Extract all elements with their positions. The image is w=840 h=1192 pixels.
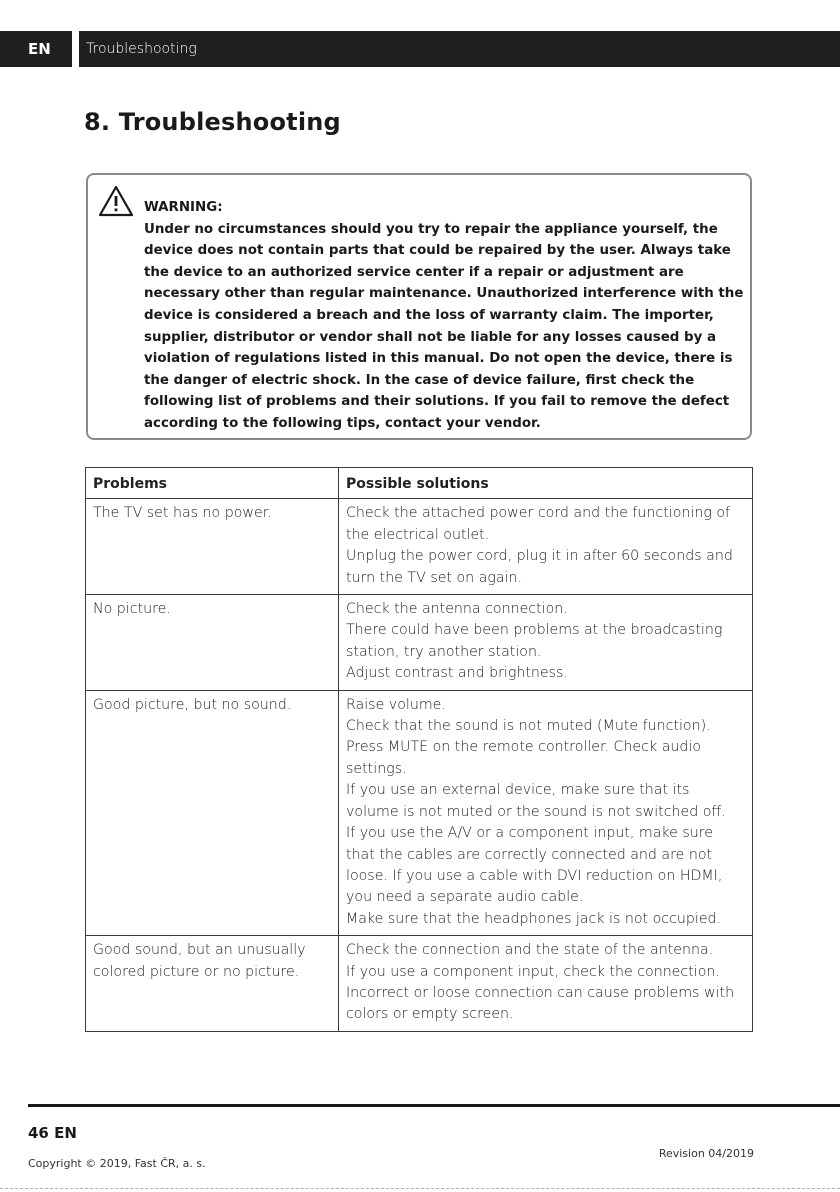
solution-line: Adjust contrast and brightness. bbox=[346, 665, 568, 682]
table-row bbox=[86, 936, 753, 1032]
solution-line: Check the connection and the state of the antenna. bbox=[346, 942, 714, 959]
problem-cell: No picture. bbox=[86, 595, 339, 691]
solution-line: If you use a component input, check the connection. bbox=[346, 963, 720, 980]
solution-line: Unplug the power cord, plug it in after 60 seconds and turn the TV set on again. bbox=[346, 548, 733, 586]
table-row bbox=[86, 499, 753, 595]
solution-line: Make sure that the headphones jack is not occupied. bbox=[346, 910, 722, 927]
revision-text: Revision 04/2019 bbox=[658, 1147, 754, 1160]
warning-box bbox=[86, 173, 752, 440]
page-number: 46 EN bbox=[28, 1124, 77, 1142]
warning-triangle-icon bbox=[98, 185, 134, 217]
warning-heading: WARNING: bbox=[144, 200, 223, 215]
header-separator bbox=[72, 31, 79, 67]
solutions-cell bbox=[339, 936, 753, 1032]
solution-line: If you use the A/V or a component input, make sure that the cables are correctly connected and are not loose. If you use a cable with DVI reduction on HDMI, you need a separate audio cable. bbox=[346, 825, 723, 906]
problem-cell: The TV set has no power. bbox=[86, 499, 339, 595]
solutions-cell bbox=[339, 499, 753, 595]
table-row bbox=[86, 595, 753, 691]
bottom-dashed-line bbox=[0, 1188, 840, 1189]
warning-body: Under no circumstances should you try to repair the appliance yourself, the device does not contain parts that could be repaired by the user. Always take the device to an authorized service center if a repair or adjustment are necessary other than regular maintenance. Unauthorized interference with the device is considered a breach and the loss of warranty claim. The importer, supplier, distributor or vendor shall not be liable for any losses caused by a violation of regulations listed in this manual. Do not open the device, there is the danger of electric shock. In the case of device failure, first check the following list of problems and their solutions. If you fail to remove the defect according to the following tips, contact your vendor. bbox=[144, 221, 744, 431]
troubleshooting-table bbox=[85, 467, 753, 1032]
page-title: 8. Troubleshooting bbox=[84, 108, 341, 136]
table-header-row bbox=[86, 468, 753, 499]
solution-line: Check the attached power cord and the functioning of the electrical outlet. bbox=[346, 505, 731, 543]
solution-line: Check the antenna connection. bbox=[346, 601, 568, 618]
solution-line: Check that the sound is not muted (Mute function). bbox=[346, 718, 711, 735]
warning-text bbox=[144, 197, 744, 435]
problem-cell: Good picture, but no sound. bbox=[86, 690, 339, 935]
solution-line: Press MUTE on the remote controller. Check audio settings. bbox=[346, 739, 702, 777]
solution-line: If you use an external device, make sure that its volume is not muted or the sound is not switched off. bbox=[346, 782, 726, 820]
solution-line: Raise volume. bbox=[346, 696, 446, 713]
solution-line: Incorrect or loose connection can cause problems with colors or empty screen. bbox=[346, 984, 735, 1023]
table-row bbox=[86, 690, 753, 935]
solution-line: There could have been problems at the broadcasting station, try another station. bbox=[346, 622, 723, 660]
language-badge: EN bbox=[28, 40, 51, 58]
problem-cell: Good sound, but an unusually colored picture or no picture. bbox=[86, 936, 339, 1032]
solutions-cell bbox=[339, 595, 753, 691]
header-solutions: Possible solutions bbox=[339, 468, 753, 499]
copyright-text: Copyright © 2019, Fast ČR, a. s. bbox=[28, 1157, 206, 1170]
header-problems: Problems bbox=[86, 468, 339, 499]
footer-rule bbox=[28, 1104, 840, 1107]
solutions-cell bbox=[339, 690, 753, 935]
header-bar bbox=[0, 31, 840, 67]
header-section-title: Troubleshooting bbox=[86, 41, 197, 57]
